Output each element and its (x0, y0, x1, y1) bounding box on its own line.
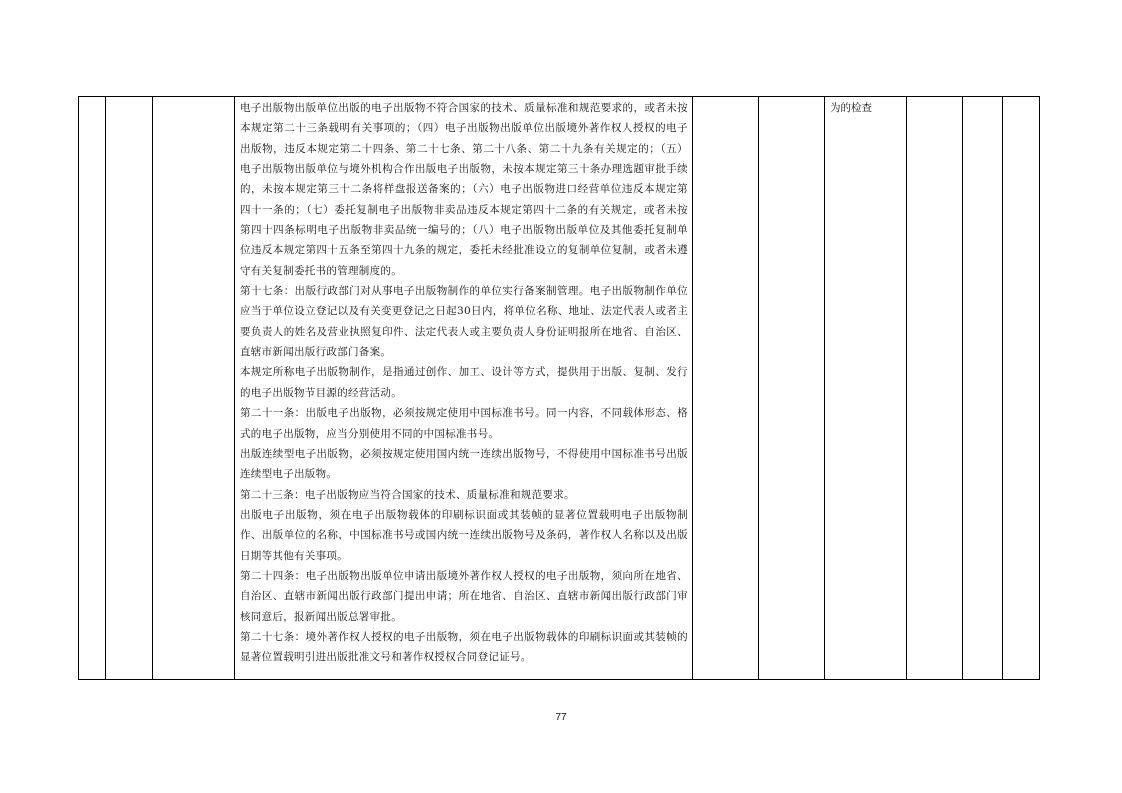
table-column-2 (106, 97, 153, 679)
table-column-7 (825, 97, 907, 679)
page-number: 77 (555, 712, 567, 723)
table-column-10 (1003, 97, 1040, 679)
table-column-9 (963, 97, 1003, 679)
table-column-5 (693, 97, 759, 679)
paragraph: 第二十三条：电子出版物应当符合国家的技术、质量标准和规范要求。 (240, 488, 575, 501)
paragraph: 电子出版物出版单位出版的电子出版物不符合国家的技术、质量标准和规范要求的，或者未按本规定第二十三条载明有关事项的；（四）电子出版物出版单位出版境外著作权人授权的电子出版物，违反本规定第二十四条、第二十七条、第二十八条、第二十九条有关规定的；（五）电子出版物出版单位与境外机构合作出版电子出版物，未按本规定第三十条办理选题审批手续的，未按本规定第三十二条将样盘报送备案的；（六）电子出版物进口经营单位违反本规定第四十一条的；（七）委托复制电子出版物非卖品违反本规定第四十二条的有关规定，或者未按第四十四条标明电子出版物非卖品统一编号的；（八）电子出版物出版单位及其他委托复制单位违反本规定第四十五条至第四十九条的规定，委托未经批准设立的复制单位复制，或者未遵守有关复制委托书的管理制度的。 (240, 102, 688, 277)
paragraph: 第二十四条：电子出版物出版单位申请出版境外著作权人授权的电子出版物，须向所在地省、自治区、直辖市新闻出版行政部门提出申请；所在地省、自治区、直辖市新闻出版行政部门审核同意后，报新闻出版总署审批。 (240, 569, 688, 623)
inspection-note: 为的检查 (830, 102, 872, 114)
paragraph: 本规定所称电子出版物制作，是指通过创作、加工、设计等方式，提供用于出版、复制、发行的电子出版物节目源的经营活动。 (240, 366, 688, 399)
paragraph: 出版电子出版物，须在电子出版物载体的印刷标识面或其装帧的显著位置载明电子出版物制作、出版单位的名称，中国标准书号或国内统一连续出版物号及条码，著作权人名称以及出版日期等其他有关事项。 (240, 508, 688, 562)
table-column-8 (907, 97, 963, 679)
paragraph: 第二十七条：境外著作权人授权的电子出版物，须在电子出版物载体的印刷标识面或其装帧的显著位置载明引进出版批准文号和著作权授权合同登记证号。 (240, 630, 688, 664)
regulation-table (78, 96, 1040, 680)
table-column-content (235, 97, 693, 679)
paragraph: 第二十一条：出版电子出版物，必须按规定使用中国标准书号。同一内容，不同载体形态、格式的电子出版物，应当分别使用不同的中国标准书号。 (240, 407, 688, 440)
table-column-6 (759, 97, 825, 679)
table-column-3 (153, 97, 235, 679)
regulation-text (240, 98, 688, 668)
paragraph: 第十七条：出版行政部门对从事电子出版物制作的单位实行备案制管理。电子出版物制作单位应当于单位设立登记以及有关变更登记之日起30日内，将单位名称、地址、法定代表人或者主要负责人的姓名及营业执照复印件、法定代表人或主要负责人身份证明报所在地省、自治区、直辖市新闻出版行政部门备案。 (240, 285, 688, 359)
table-column-1 (79, 97, 106, 679)
paragraph: 出版连续型电子出版物，必须按规定使用国内统一连续出版物号，不得使用中国标准书号出版连续型电子出版物。 (240, 447, 688, 481)
